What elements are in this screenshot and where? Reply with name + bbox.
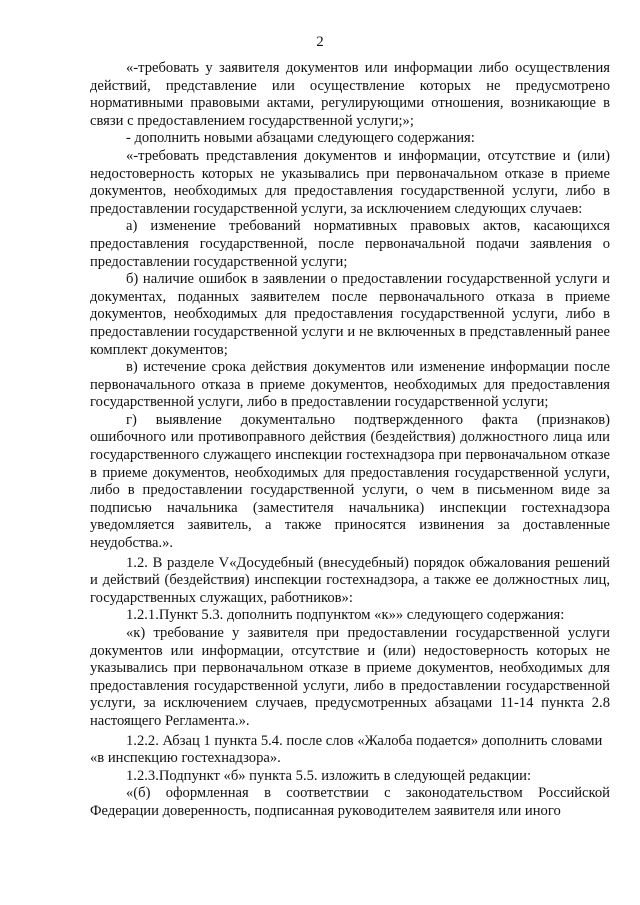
paragraph: в) истечение срока действия документов или изменение информации после первоначального отказа в приеме документов, необходимых для предоставления государственной услуги, либо в предоставлении государственной услуги; xyxy=(90,359,610,411)
page-number: 2 xyxy=(316,34,324,50)
paragraph: 1.2.3.Подпункт «б» пункта 5.5. изложить в следующей редакции: xyxy=(126,767,532,784)
paragraph: 1.2.2. Абзац 1 пункта 5.4. после слов «Жалоба подается» дополнить словами xyxy=(126,732,603,749)
paragraph: «к) требование у заявителя при предоставлении государственной услуги документов или информации, отсутствие и (или) недостоверность которых не указывались при первоначальном отказе в приеме документов, необходимых для предоставления государственной услуги, либо в предоставлении государственной услуги, за исключением случаев, предусмотренных абзацами 11-14 пункта 2.8 настоящего Регламента.». xyxy=(90,625,610,729)
paragraph: - дополнить новыми абзацами следующего содержания: xyxy=(126,130,475,147)
paragraph: 1.2. В разделе V«Досудебный (внесудебный) порядок обжалования решений и действий (бездействия) инспекции гостехнадзора, а также ее должностных лиц, государственных служащих, работников»: xyxy=(90,554,610,606)
paragraph: г) выявление документально подтвержденного факта (признаков) ошибочного или противоправного действия (бездействия) должностного лица или государственного служащего инспекции гостехнадзора при первоначальном отказе в приеме документов, необходимых для предоставления государственной услуги, либо в предоставлении государственной услуги, о чем в письменном виде за подписью начальника (заместителя начальника) инспекции гостехнадзора уведомляется заявитель, а также приносятся извинения за доставленные неудобства.». xyxy=(90,411,610,552)
paragraph: б) наличие ошибок в заявлении о предоставлении государственной услуги и документах, поданных заявителем после первоначального отказа в приеме документов, необходимых для предоставления государственной услуги, либо в предоставлении государственной услуги и не включенных в представленный ранее комплект документов; xyxy=(90,271,610,358)
paragraph: «-требовать у заявителя документов или информации либо осуществления действий, представление или осуществление которых не предусмотрено нормативными правовыми актами, регулирующими отношения, возникающие в связи с предоставлением государственной услуги;»; xyxy=(90,60,610,129)
paragraph: 1.2.1.Пункт 5.3. дополнить подпунктом «к»» следующего содержания: xyxy=(126,607,565,624)
document-body xyxy=(90,60,610,821)
paragraph: «в инспекцию гостехнадзора». xyxy=(90,750,281,767)
paragraph: «-требовать представления документов и информации, отсутствие и (или) недостоверность которых не указывались при первоначальном отказе в приеме документов, необходимых для предоставления государственной услуги, либо в предоставлении государственной услуги, за исключением следующих случаев: xyxy=(90,147,610,217)
paragraph: а) изменение требований нормативных правовых актов, касающихся предоставления государственной, после первоначальной подачи заявления о предоставлении государственной услуги; xyxy=(90,218,610,270)
paragraph: «(б) оформленная в соответствии с законодательством Российской Федерации доверенность, подписанная руководителем заявителя или иного xyxy=(90,785,610,819)
